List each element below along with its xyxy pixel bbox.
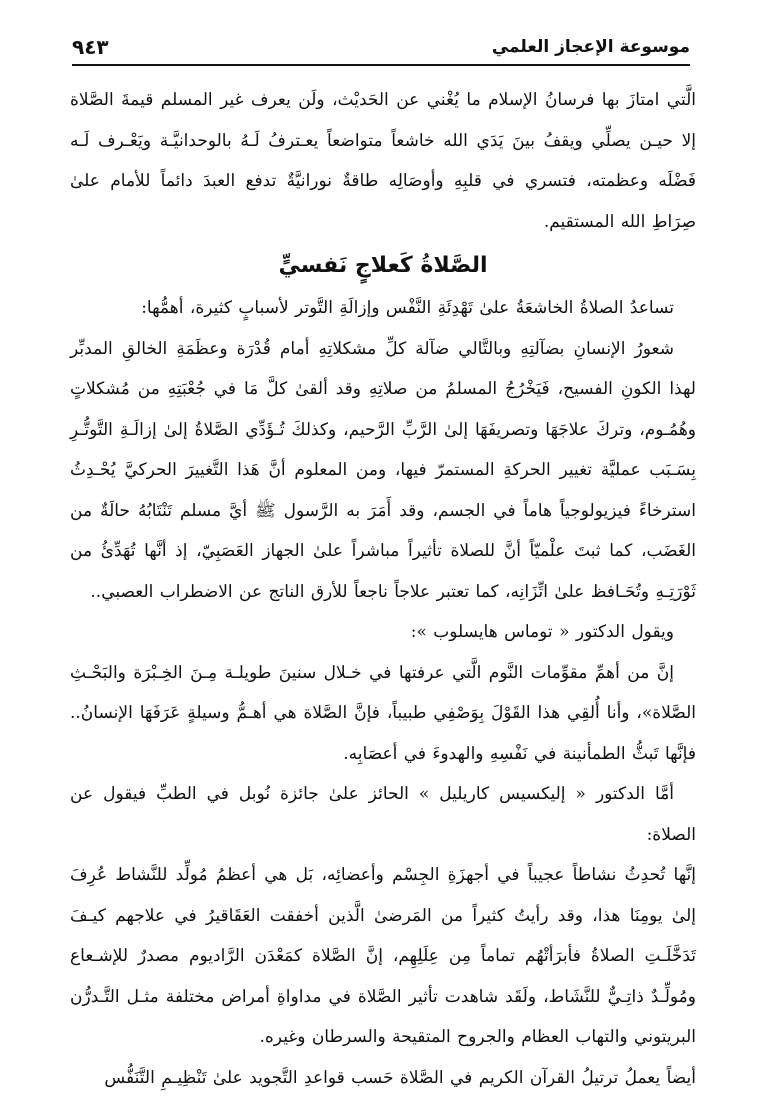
section-heading: الصَّلاةُ كَعلاجٍ نَفسيٍّ (70, 244, 696, 288)
page-number: ٩٤٣ (72, 35, 109, 59)
paragraph-hyslop-intro: ويقول الدكتور « توماس هايسلوب »: (70, 612, 696, 653)
paragraph-quran-recitation: أيضاً يعملُ ترتيلُ القرآن الكريم في الصَّلاة حَسب قواعدِ التَّجويد علىٰ تَنْظِيـمِ التَّنَفُّس (70, 1058, 696, 1098)
paragraph-intro: تساعدُ الصلاةُ الخاشعَةُ علىٰ تَهْدِئَةِ النَّفْس وإزالَةِ التَّوتر لأسبابٍ كثيرة، أهمُّها: (70, 288, 696, 329)
running-title: موسوعة الإعجاز العلمي (492, 37, 690, 57)
page-body (70, 80, 696, 1098)
paragraph-carrel-quote: إنَّها تُحدِثُ نشاطاً عجيباً في أجهزَةِ الجِسْم وأعضائِه، بَل هي أعظمُ مُولِّد للنَّشاط عُرِفَ إلىٰ يومِنَا هذا، وقد رأيتُ كثيراً من المَرضىٰ الَّذين أخفقت العَقَاقيرُ في علاجهم كيـفَ تَدَخَّلَـتِ الصلاةُ فأبرَأتْهُم تماماً مِن عِلَلِهِم، إنَّ الصَّلاة كمَعْدَن الرَّاديوم مصدرٌ للإشـعاع ومُولِّـدٌ ذاتِـيٌّ للنَّشَاط، ولَقَد شاهدت تأثير الصَّلاة في مداواةِ أمراض مختلفة مثـل التَّـدرُّن البريتوني والتهاب العظام والجروح المتقيحة والسرطان وغيره. (70, 855, 696, 1058)
paragraph-reasons: شعورُ الإنسانِ بضآلتِهِ وبالتَّالي ضآلة كلِّ مشكلاتِهِ أمام قُدْرَة وعظَمَةِ الخالقِ المدبِّر لهذا الكونِ الفسيح، فَيَخْرُجُ المسلمُ من صلاتِهِ وقد ألقىٰ كلَّ مَا في جُعْبَتِهِ من مُشكلاتٍ وهُمُـوم، وتركَ علاجَهَا وتصريفَهَا إلىٰ الرَّبِّ الرَّحيم، وكذلكَ تُـؤَدِّي الصَّلاةُ إلىٰ إزالَـةِ التَّوتُّـرِ بِسَـبَب عمليَّة تغيير الحركةِ المستمرّ فيها، ومن المعلوم أنَّ هَذا التَّغييرَ الحركيَّ يُحْـدِثُ استرخاءً فيزيولوجياً هاماً في الجسم، وقد أَمَرَ به الرَّسول ﷺ أيَّ مسلم تَنْتَابُهُ حالَةٌ من الغَضَب، كما ثبتَ علْميّاً أنَّ للصلاة تأثيراً مباشراً علىٰ الجهاز العَصَبِيّ، إذ أنَّها تُهَدِّئُ من ثَوْرَتِـهِ وتُحَـافظ علىٰ اتِّزَانِه، كما تعتبر علاجاً ناجعاً للأرق الناتج عن الاضطراب العصبي.. (70, 329, 696, 613)
paragraph-prayer-value: الَّتي امتازَ بها فرسانُ الإسلام ما يُغْني عن الحَديْث، ولَن يعرف غير المسلم قيمةَ الصَّلاة إلا حيـن يصلِّي ويقفُ بينَ يَدَي الله خاشعاً متواضعاً يعـترفُ لَـهُ بالوحدانيَّـة ويَعْـرف لَـه فَضْلَه وعظمته، فتسري في قلبِهِ وأوصَالِه طاقةٌ نورانيَّةٌ تدفع العبدَ دائماً للأمام علىٰ صِرَاطِ الله المستقيم. (70, 80, 696, 242)
paragraph-hyslop-quote: إنَّ من أهمِّ مقوِّمات النَّوم الَّتي عرفتها في خـلال سنينَ طويلـة مِـنَ الخِـبْرَة والبَحْـثِ الصَّلاة»، وأنا أُلقِي هذا القَوْلَ بِوَصْفِي طبيباً، فإنَّ الصَّلاة هي أهـمُّ وسيلةٍ عَرَفَهَا الإنسانُ.. فإنَّها تَبثُّ الطمأنينة في نَفْسِهِ والهدوءَ في أعصَابِه. (70, 653, 696, 775)
paragraph-carrel-intro: أمَّا الدكتور « إليكسيس كاريليل » الحائز علىٰ جائزة نُوبل في الطبِّ فيقول عن الصلاة: (70, 774, 696, 855)
running-header (72, 30, 690, 66)
